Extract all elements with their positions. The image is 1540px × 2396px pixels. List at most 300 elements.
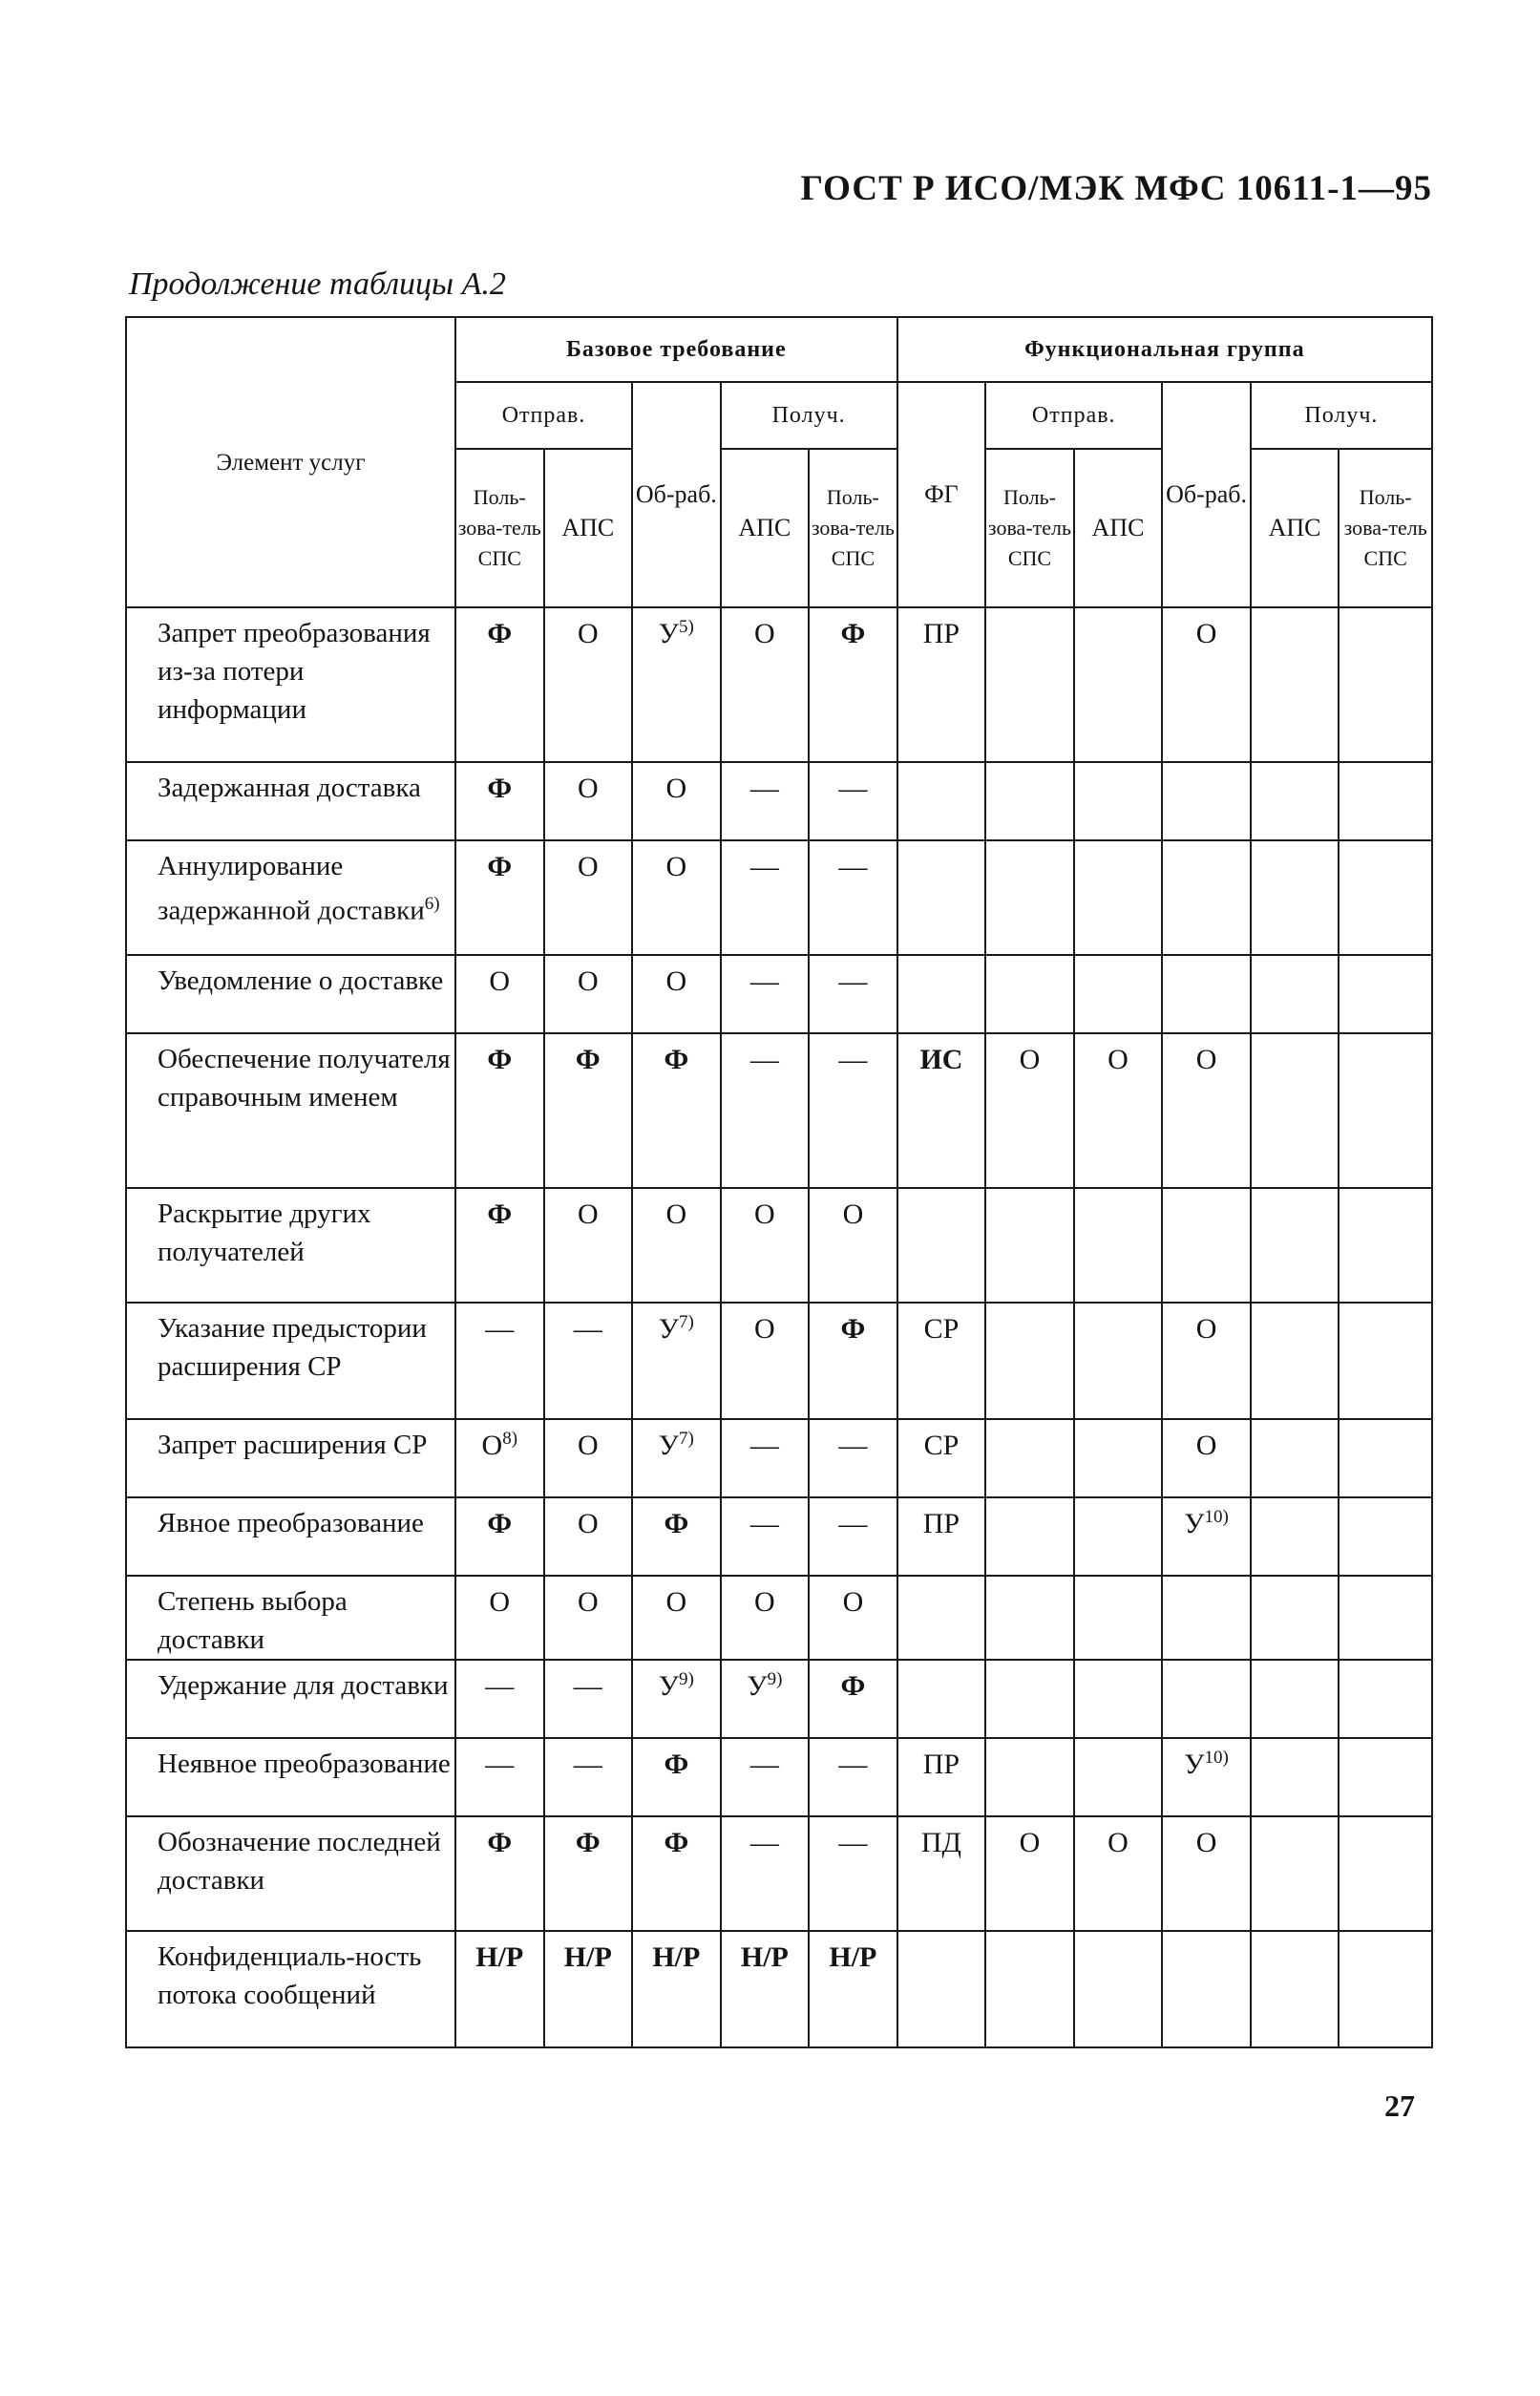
requirement-value: — (838, 1508, 868, 1539)
requirement-cell (1339, 1576, 1432, 1660)
requirement-cell (1074, 1033, 1163, 1188)
requirement-cell (721, 1816, 810, 1931)
requirement-value: — (838, 1749, 868, 1780)
requirement-value: Ф (487, 618, 513, 649)
requirement-cell (1251, 1738, 1340, 1816)
footnote-ref: 10) (1204, 1507, 1229, 1527)
requirement-cell (897, 1497, 986, 1576)
requirement-cell (455, 955, 544, 1033)
requirement-value: — (573, 1749, 602, 1780)
requirement-value: — (749, 1044, 779, 1075)
requirement-cell (1162, 1816, 1251, 1931)
requirement-cell (1251, 1419, 1340, 1497)
service-element-label: Степень выбора доставки (158, 1586, 348, 1655)
header-func-recv-aps: АПС (1251, 449, 1340, 607)
requirement-value: О (577, 965, 599, 997)
requirement-cell (897, 1419, 986, 1497)
requirement-cell (721, 1419, 810, 1497)
requirement-value: — (838, 1430, 868, 1461)
service-element-label: Запрет расширения СР (158, 1430, 428, 1460)
requirement-cell (985, 1816, 1074, 1931)
table-row (126, 955, 1432, 1033)
requirement-cell (721, 1931, 810, 2047)
requirement-cell (1074, 1303, 1163, 1419)
requirement-cell (985, 1303, 1074, 1419)
requirement-cell (455, 762, 544, 840)
requirement-cell (1074, 1816, 1163, 1931)
header-base-send-user: Поль-зова-тель СПС (455, 449, 544, 607)
requirement-value: Ф (487, 1044, 513, 1075)
requirement-value: — (749, 1827, 779, 1858)
requirement-cell (721, 1738, 810, 1816)
requirement-cell (632, 955, 721, 1033)
requirement-cell (632, 1419, 721, 1497)
requirement-value: Ф (664, 1749, 689, 1780)
requirement-cell (985, 1576, 1074, 1660)
service-element-name (126, 1576, 455, 1660)
requirement-value: О (489, 965, 511, 997)
requirement-value: О (754, 618, 775, 649)
requirement-value: О (754, 1313, 775, 1345)
service-element-label: Раскрытие других получателей (158, 1198, 371, 1267)
requirement-cell (1162, 607, 1251, 762)
requirement-value: — (838, 773, 868, 804)
table-row (126, 1497, 1432, 1576)
requirement-value: — (838, 851, 868, 882)
requirement-value: О (754, 1586, 775, 1618)
service-element-label: Задержанная доставка (158, 773, 421, 803)
service-element-name (126, 607, 455, 762)
service-element-label: Запрет преобразования из-за потери информации (158, 618, 431, 725)
requirement-cell (544, 1931, 633, 2047)
requirement-cell (1251, 1497, 1340, 1576)
requirement-cell (809, 1419, 897, 1497)
requirement-cell (544, 1816, 633, 1931)
service-element-label: Уведомление о доставке (158, 965, 444, 996)
requirement-cell (1074, 762, 1163, 840)
footnote-ref: 7) (679, 1429, 694, 1449)
footnote-ref: 6) (424, 894, 440, 914)
requirement-cell (809, 840, 897, 955)
footnote-ref: 9) (767, 1669, 783, 1689)
service-element-label: Удержание для доставки (158, 1670, 449, 1701)
requirement-cell (1339, 955, 1432, 1033)
requirement-cell (1074, 1660, 1163, 1738)
requirement-value: Ф (487, 1508, 513, 1539)
requirement-cell (809, 1816, 897, 1931)
requirement-cell (544, 955, 633, 1033)
requirement-cell (455, 1931, 544, 2047)
requirement-value: — (749, 851, 779, 882)
requirement-cell (897, 1816, 986, 1931)
footnote-ref: 9) (679, 1669, 694, 1689)
requirement-cell (985, 1660, 1074, 1738)
requirement-cell (1251, 1303, 1340, 1419)
requirement-cell (1339, 1033, 1432, 1188)
table-row (126, 1033, 1432, 1188)
table-row (126, 1419, 1432, 1497)
requirement-value: — (749, 773, 779, 804)
requirement-cell (1251, 1576, 1340, 1660)
requirement-cell (632, 1188, 721, 1303)
requirement-cell (1339, 1497, 1432, 1576)
requirement-cell (1162, 1033, 1251, 1188)
service-element-name (126, 840, 455, 955)
requirement-value: Ф (664, 1044, 689, 1075)
requirement-cell (455, 607, 544, 762)
requirement-cell (897, 1188, 986, 1303)
requirement-cell (632, 1660, 721, 1738)
requirement-cell (897, 1660, 986, 1738)
requirement-value: О (665, 851, 687, 882)
requirement-cell (985, 955, 1074, 1033)
requirement-cell (455, 1576, 544, 1660)
header-base-recv-user: Поль-зова-тель СПС (809, 449, 897, 607)
requirement-cell (1162, 840, 1251, 955)
requirement-value: О (481, 1430, 503, 1461)
requirement-cell (721, 840, 810, 955)
requirement-value: У (658, 1430, 680, 1461)
requirement-cell (809, 955, 897, 1033)
requirement-cell (1251, 607, 1340, 762)
header-func-recv-user: Поль-зова-тель СПС (1339, 449, 1432, 607)
requirement-cell (1339, 1660, 1432, 1738)
requirement-cell (985, 762, 1074, 840)
requirement-cell (1074, 1419, 1163, 1497)
requirement-cell (1162, 1188, 1251, 1303)
page-number: 27 (1384, 2089, 1415, 2123)
requirement-value: Ф (840, 1313, 866, 1345)
requirement-cell (544, 1497, 633, 1576)
service-element-name (126, 1931, 455, 2047)
requirement-value: Н/Р (740, 1941, 789, 1973)
requirement-value: У (1184, 1749, 1205, 1780)
requirement-cell (809, 1188, 897, 1303)
requirement-value: О (577, 851, 599, 882)
requirement-value: О (577, 1508, 599, 1539)
requirement-value: О (1195, 1430, 1217, 1461)
requirement-value: — (749, 1430, 779, 1461)
requirement-value: Ф (575, 1827, 601, 1858)
requirement-value: О (1108, 1827, 1129, 1858)
requirements-table (125, 316, 1433, 2048)
requirement-cell (809, 1033, 897, 1188)
requirement-cell (1074, 1738, 1163, 1816)
service-element-label: Обозначение последней доставки (158, 1827, 441, 1896)
requirement-value: СР (923, 1430, 960, 1461)
table-row (126, 1576, 1432, 1660)
requirement-cell (632, 1816, 721, 1931)
footnote-ref: 10) (1204, 1748, 1229, 1768)
requirement-value: Ф (840, 1670, 866, 1702)
requirement-cell (1074, 840, 1163, 955)
requirement-cell (721, 1188, 810, 1303)
footnote-ref: 8) (502, 1429, 518, 1449)
requirement-cell (1074, 607, 1163, 762)
requirement-value: О (1108, 1044, 1129, 1075)
requirement-cell (544, 1419, 633, 1497)
requirement-value: Ф (664, 1508, 689, 1539)
requirement-value: О (489, 1586, 511, 1618)
requirement-cell (897, 1303, 986, 1419)
requirement-cell (1339, 1188, 1432, 1303)
requirement-cell (632, 840, 721, 955)
requirement-cell (809, 1931, 897, 2047)
table-row (126, 1931, 1432, 2047)
requirement-value: У (658, 1670, 680, 1702)
requirement-value: — (838, 1827, 868, 1858)
requirement-cell (1074, 1931, 1163, 2047)
table-row (126, 840, 1432, 955)
requirement-value: Ф (487, 773, 513, 804)
requirement-cell (1162, 1576, 1251, 1660)
requirement-value: — (749, 965, 779, 997)
requirement-cell (985, 1931, 1074, 2047)
requirement-cell (1339, 840, 1432, 955)
requirement-cell (897, 955, 986, 1033)
requirement-value: У (658, 1313, 680, 1345)
requirement-cell (809, 1497, 897, 1576)
requirement-cell (544, 607, 633, 762)
requirement-value: Ф (664, 1827, 689, 1858)
table-caption: Продолжение таблицы А.2 (129, 266, 506, 302)
requirement-value: Ф (487, 851, 513, 882)
table-row (126, 607, 1432, 762)
requirement-cell (985, 1738, 1074, 1816)
requirement-cell (544, 840, 633, 955)
requirement-value: О (1195, 1827, 1217, 1858)
header-func-send-user: Поль-зова-тель СПС (985, 449, 1074, 607)
requirement-cell (632, 1497, 721, 1576)
requirement-cell (632, 1033, 721, 1188)
requirement-value: О (1195, 1313, 1217, 1345)
requirement-cell (721, 762, 810, 840)
header-func-send-aps: АПС (1074, 449, 1163, 607)
header-base-send-aps: АПС (544, 449, 633, 607)
requirement-cell (809, 1576, 897, 1660)
requirement-cell (1162, 1660, 1251, 1738)
requirement-cell (544, 1576, 633, 1660)
requirement-cell (1162, 1497, 1251, 1576)
requirement-value: О (577, 1586, 599, 1618)
requirement-value: О (577, 1430, 599, 1461)
header-element: Элемент услуг (126, 317, 455, 607)
service-element-label: Обеспечение получателя справочным именем (158, 1044, 451, 1113)
requirement-cell (1339, 607, 1432, 762)
footnote-ref: 5) (679, 617, 694, 637)
requirement-cell (985, 1419, 1074, 1497)
requirement-cell (632, 1931, 721, 2047)
header-functional-group: Функциональная группа (897, 317, 1432, 382)
service-element-name (126, 1188, 455, 1303)
requirement-cell (721, 607, 810, 762)
requirement-value: ПР (922, 1749, 960, 1780)
document-header: ГОСТ Р ИСО/МЭК МФС 10611-1—95 (800, 169, 1432, 208)
requirement-value: — (749, 1508, 779, 1539)
requirement-cell (544, 1738, 633, 1816)
requirement-value: — (573, 1670, 602, 1702)
requirement-value: О (1195, 1044, 1217, 1075)
service-element-name (126, 762, 455, 840)
requirement-cell (455, 840, 544, 955)
requirement-value: Ф (487, 1198, 513, 1230)
requirement-cell (544, 1188, 633, 1303)
requirement-value: У (658, 618, 680, 649)
requirement-cell (1251, 840, 1340, 955)
requirement-cell (985, 607, 1074, 762)
requirement-cell (455, 1419, 544, 1497)
requirement-cell (1074, 1576, 1163, 1660)
requirement-cell (985, 1188, 1074, 1303)
requirement-cell (632, 762, 721, 840)
footnote-ref: 7) (679, 1312, 694, 1332)
table-body (126, 607, 1432, 2047)
requirement-value: У (1184, 1508, 1205, 1539)
requirement-cell (721, 1033, 810, 1188)
requirement-cell (1251, 1816, 1340, 1931)
requirement-cell (1339, 762, 1432, 840)
requirement-value: ПД (920, 1827, 961, 1858)
header-base-receive: Получ. (721, 382, 897, 449)
requirement-cell (1251, 955, 1340, 1033)
requirement-cell (897, 1931, 986, 2047)
requirement-value: — (485, 1670, 515, 1702)
requirement-cell (632, 607, 721, 762)
requirement-cell (897, 840, 986, 955)
requirement-value: О (842, 1586, 864, 1618)
requirement-value: — (838, 965, 868, 997)
requirement-cell (721, 955, 810, 1033)
requirement-value: Н/Р (652, 1941, 701, 1973)
requirement-cell (809, 1660, 897, 1738)
header-func-receive: Получ. (1251, 382, 1432, 449)
table-row (126, 1738, 1432, 1816)
requirement-cell (455, 1033, 544, 1188)
service-element-label: Аннулирование задержанной доставки (158, 851, 425, 926)
requirement-cell (897, 1033, 986, 1188)
header-func-send: Отправ. (985, 382, 1162, 449)
requirement-cell (1251, 762, 1340, 840)
requirement-value: Н/Р (563, 1941, 612, 1973)
requirement-cell (897, 607, 986, 762)
requirement-cell (632, 1738, 721, 1816)
requirement-value: О (754, 1198, 775, 1230)
requirement-value: О (1019, 1044, 1041, 1075)
requirement-cell (1251, 1660, 1340, 1738)
requirement-value: О (842, 1198, 864, 1230)
requirement-cell (809, 762, 897, 840)
service-element-name (126, 1303, 455, 1419)
header-fg: ФГ (897, 382, 986, 607)
requirement-value: У (747, 1670, 768, 1702)
requirement-value: О (577, 618, 599, 649)
service-element-name (126, 1497, 455, 1576)
table-row (126, 1816, 1432, 1931)
requirement-cell (721, 1576, 810, 1660)
requirement-value: Ф (487, 1827, 513, 1858)
requirement-cell (809, 607, 897, 762)
requirement-cell (455, 1497, 544, 1576)
requirement-cell (1339, 1303, 1432, 1419)
requirement-cell (1251, 1931, 1340, 2047)
requirement-value: ИС (919, 1044, 963, 1075)
header-base-recv-aps: АПС (721, 449, 810, 607)
requirement-value: Н/Р (829, 1941, 877, 1973)
requirement-cell (985, 840, 1074, 955)
requirement-value: О (665, 773, 687, 804)
requirement-cell (544, 1033, 633, 1188)
requirement-cell (1162, 1931, 1251, 2047)
requirement-cell (1162, 1738, 1251, 1816)
requirement-value: О (1019, 1827, 1041, 1858)
header-base-requirement: Базовое требование (455, 317, 897, 382)
requirement-cell (1162, 955, 1251, 1033)
requirement-value: ПР (922, 618, 960, 649)
requirement-cell (1074, 1497, 1163, 1576)
requirement-value: О (577, 1198, 599, 1230)
requirement-value: О (577, 773, 599, 804)
requirement-cell (897, 1738, 986, 1816)
requirement-cell (721, 1660, 810, 1738)
service-element-name (126, 955, 455, 1033)
service-element-name (126, 1816, 455, 1931)
requirement-cell (455, 1660, 544, 1738)
requirement-value: — (573, 1313, 602, 1345)
requirement-value: — (485, 1313, 515, 1345)
requirement-cell (809, 1738, 897, 1816)
requirement-cell (1162, 1303, 1251, 1419)
requirement-cell (455, 1816, 544, 1931)
requirement-cell (1074, 955, 1163, 1033)
requirement-cell (1162, 762, 1251, 840)
service-element-name (126, 1033, 455, 1188)
requirement-value: Н/Р (475, 1941, 524, 1973)
header-func-processing: Об-раб. (1162, 382, 1251, 607)
requirement-value: О (665, 1198, 687, 1230)
service-element-name (126, 1738, 455, 1816)
requirement-cell (544, 1660, 633, 1738)
requirement-cell (1339, 1816, 1432, 1931)
table-row (126, 1188, 1432, 1303)
requirement-cell (632, 1303, 721, 1419)
requirement-cell (985, 1497, 1074, 1576)
requirement-cell (455, 1738, 544, 1816)
service-element-label: Конфиденциаль-ность потока сообщений (158, 1941, 422, 2010)
requirement-cell (809, 1303, 897, 1419)
service-element-name (126, 1419, 455, 1497)
requirement-cell (1162, 1419, 1251, 1497)
requirement-cell (985, 1033, 1074, 1188)
requirement-value: О (665, 1586, 687, 1618)
requirement-cell (632, 1576, 721, 1660)
requirement-cell (1074, 1188, 1163, 1303)
requirement-cell (897, 1576, 986, 1660)
requirement-value: ПР (922, 1508, 960, 1539)
service-element-label: Неявное преобразование (158, 1749, 451, 1779)
requirement-cell (544, 762, 633, 840)
requirement-value: — (838, 1044, 868, 1075)
requirement-cell (1339, 1931, 1432, 2047)
requirement-cell (1251, 1188, 1340, 1303)
table-row (126, 1303, 1432, 1419)
requirement-value: О (665, 965, 687, 997)
requirement-cell (1251, 1033, 1340, 1188)
requirement-value: — (749, 1749, 779, 1780)
requirement-cell (721, 1303, 810, 1419)
requirement-cell (721, 1497, 810, 1576)
requirement-value: СР (923, 1313, 960, 1345)
table-row (126, 762, 1432, 840)
